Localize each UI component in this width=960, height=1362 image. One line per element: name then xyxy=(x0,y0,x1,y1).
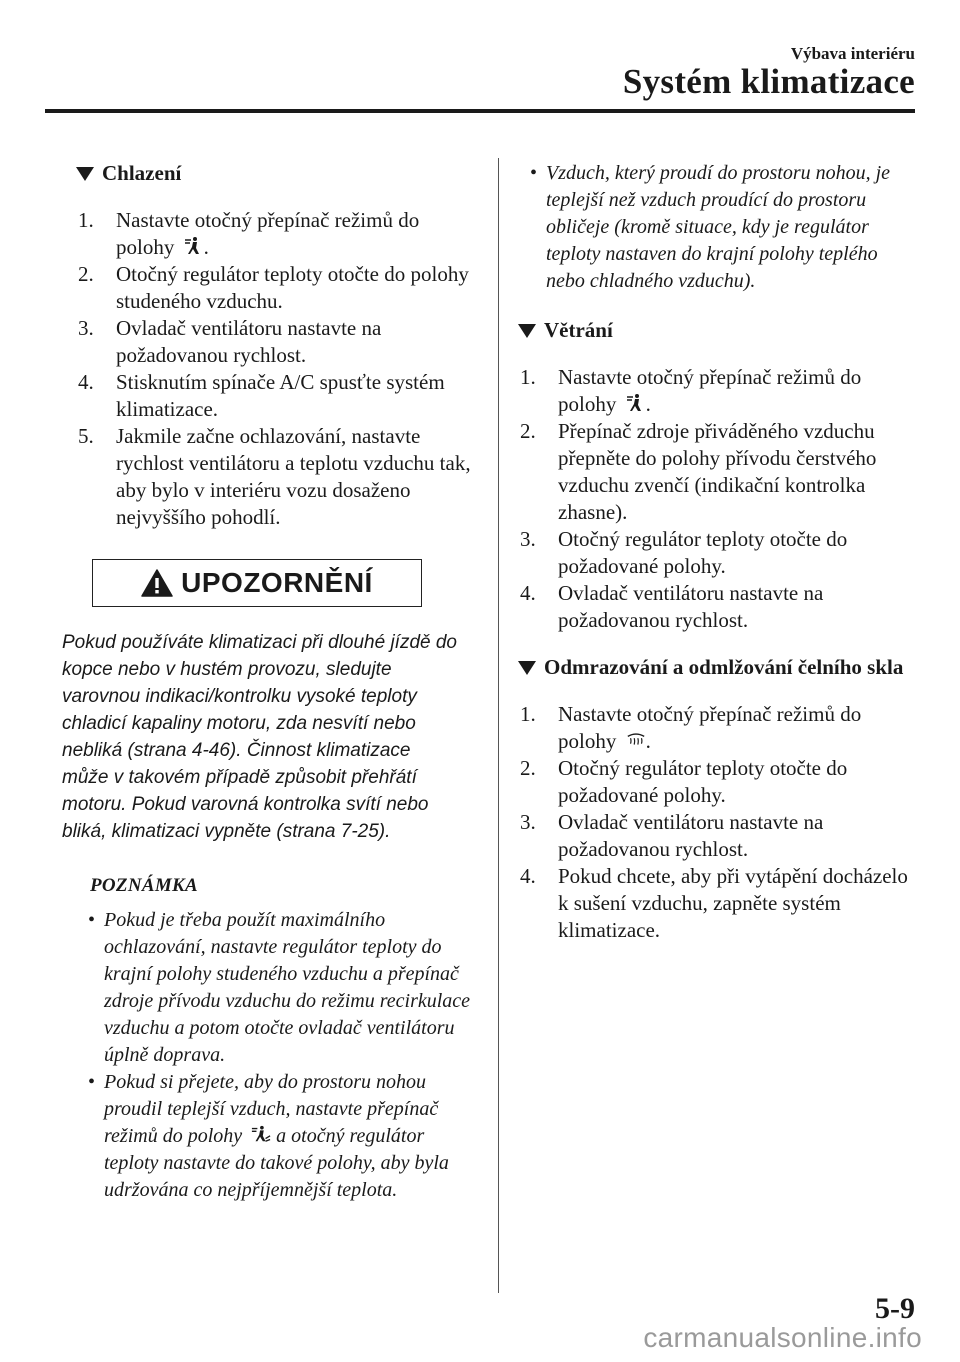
list-item xyxy=(78,207,478,261)
list-item xyxy=(520,526,920,580)
step-number: 5. xyxy=(78,424,94,448)
step-number: 4. xyxy=(78,370,94,394)
list-item xyxy=(520,755,920,809)
column-divider xyxy=(498,158,499,1293)
step-text: Ovladač ventilátoru nastavte na požadovanou rychlost. xyxy=(116,316,382,367)
step-text: Otočný regulátor teploty otočte do požadované polohy. xyxy=(558,527,848,578)
caution-box xyxy=(92,559,422,607)
page-title: Systém klimatizace xyxy=(622,62,915,101)
step-number: 4. xyxy=(520,864,536,888)
warning-triangle-icon xyxy=(141,569,173,597)
bullet-dot-icon: • xyxy=(88,1071,96,1093)
list-item xyxy=(78,907,478,1069)
step-number: 2. xyxy=(78,262,94,286)
list-item xyxy=(520,160,920,295)
step-suffix: . xyxy=(203,235,209,259)
list-item xyxy=(520,809,920,863)
list-item xyxy=(78,315,478,369)
note-text: Pokud si přejete, aby do prostoru nohou proudil teplejší vzduch, nastavte přepínač režimů do polohy xyxy=(104,1071,439,1147)
header-rule xyxy=(45,109,915,113)
header-subtitle: Výbava interiéru xyxy=(790,44,915,63)
defrost-steps xyxy=(520,701,920,944)
notes-list-continued xyxy=(520,160,920,295)
step-number: 3. xyxy=(78,316,94,340)
step-number: 1. xyxy=(520,365,536,389)
face-vent-icon xyxy=(626,393,646,413)
triangle-bullet-icon xyxy=(76,167,94,181)
step-number: 3. xyxy=(520,810,536,834)
list-item xyxy=(520,364,920,418)
section-heading-ventilation xyxy=(520,317,920,344)
right-column xyxy=(520,160,920,944)
step-text: Otočný regulátor teploty otočte do polohy studeného vzduchu. xyxy=(116,262,469,313)
step-text: Pokud chcete, aby při vytápění docházelo k sušení vzduchu, zapněte systém klimatizace. xyxy=(558,864,908,942)
ventilation-heading-text: Větrání xyxy=(544,318,613,342)
bullet-dot-icon: • xyxy=(88,909,96,931)
defrost-heading-text: Odmrazování a odmlžování čelního skla xyxy=(544,655,904,679)
step-text: Přepínač zdroje přiváděného vzduchu přepněte do polohy přívodu čerstvého vzduchu zvenčí (indikační kontrolka zhasne). xyxy=(558,419,877,524)
section-heading-defrost xyxy=(520,654,920,681)
step-text: Nastavte otočný přepínač režimů do polohy xyxy=(558,702,862,753)
step-suffix: . xyxy=(645,729,651,753)
step-number: 2. xyxy=(520,419,536,443)
watermark: carmanualsonline.info xyxy=(643,1322,922,1353)
notes-list xyxy=(78,907,478,1204)
note-text: Vzduch, který proudí do prostoru nohou, je teplejší než vzduch proudící do prostoru obličeje (kromě situace, kdy je regulátor teploty nastaven do krajní polohy teplého nebo chladného vzduchu). xyxy=(546,162,891,292)
cooling-heading-text: Chlazení xyxy=(102,161,182,185)
bilevel-vent-icon xyxy=(251,1124,271,1144)
step-suffix: . xyxy=(645,392,651,416)
list-item xyxy=(520,418,920,526)
list-item xyxy=(520,701,920,755)
list-item xyxy=(78,261,478,315)
triangle-bullet-icon xyxy=(518,661,536,675)
list-item xyxy=(78,369,478,423)
windshield-defrost-icon xyxy=(626,730,646,750)
step-text: Stisknutím spínače A/C spusťte systém klimatizace. xyxy=(116,370,445,421)
bullet-dot-icon: • xyxy=(530,162,538,184)
step-number: 2. xyxy=(520,756,536,780)
step-number: 1. xyxy=(520,702,536,726)
ventilation-steps xyxy=(520,364,920,634)
list-item xyxy=(78,1069,478,1204)
cooling-steps xyxy=(78,207,478,531)
left-column xyxy=(62,160,478,1204)
step-number: 4. xyxy=(520,581,536,605)
step-number: 1. xyxy=(78,208,94,232)
list-item xyxy=(520,863,920,944)
note-text-suffix: a otočný regulátor teploty nastavte do takové polohy, aby byla udržována co nejpříjemnější teplota. xyxy=(104,1125,449,1201)
triangle-bullet-icon xyxy=(518,324,536,338)
section-heading-cooling xyxy=(78,160,478,187)
step-text: Nastavte otočný přepínač režimů do polohy xyxy=(558,365,862,416)
caution-text: Pokud používáte klimatizaci při dlouhé jízdě do kopce nebo v hustém provozu, sledujte varovnou indikaci/kontrolku vysoké teploty chladicí kapaliny motoru, zda nesvítí nebo nebliká (strana 4-46). Činnost klimatizace může v takovém případě způsobit přehřátí motoru. Pokud varovná kontrolka svítí nebo bliká, klimatizaci vypněte (strana 7-25). xyxy=(62,632,458,842)
note-text: Pokud je třeba použít maximálního ochlazování, nastavte regulátor teploty do krajní polohy studeného vzduchu a přepínač zdroje přívodu vzduchu do režimu recirkulace vzduchu a potom otočte ovladač ventilátoru úplně doprava. xyxy=(104,909,471,1066)
list-item xyxy=(520,580,920,634)
step-text: Ovladač ventilátoru nastavte na požadovanou rychlost. xyxy=(558,581,824,632)
step-number: 3. xyxy=(520,527,536,551)
list-item xyxy=(78,423,478,531)
step-text: Nastavte otočný přepínač režimů do polohy xyxy=(116,208,420,259)
caution-label: UPOZORNĚNÍ xyxy=(181,567,373,598)
step-text: Ovladač ventilátoru nastavte na požadovanou rychlost. xyxy=(558,810,824,861)
page-number: 5-9 xyxy=(875,1292,915,1325)
note-heading: POZNÁMKA xyxy=(90,875,198,896)
step-text: Otočný regulátor teploty otočte do požadované polohy. xyxy=(558,756,848,807)
face-vent-icon xyxy=(184,236,204,256)
step-text: Jakmile začne ochlazování, nastavte rychlost ventilátoru a teplotu vzduchu tak, aby bylo v interiéru vozu dosaženo nejvyššího pohodlí. xyxy=(116,424,471,529)
